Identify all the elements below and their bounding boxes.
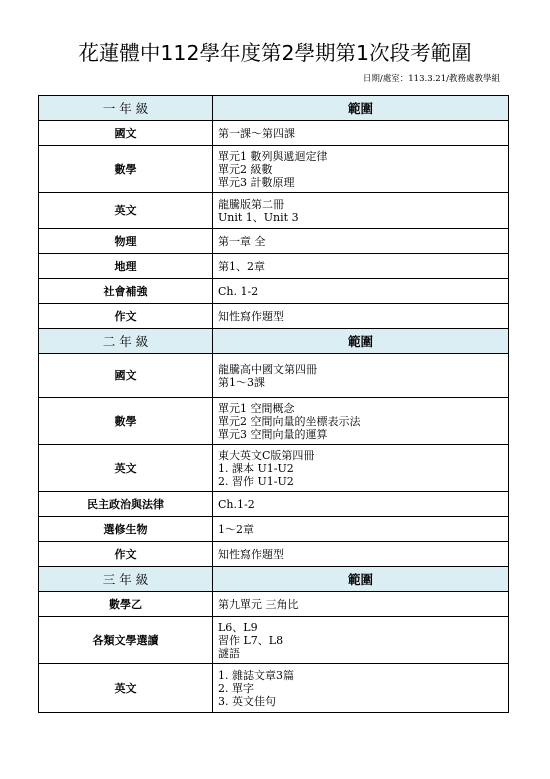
scope-line: 第一課～第四課: [218, 126, 295, 140]
table-row: [39, 304, 509, 329]
subject-cell: 數學乙: [39, 592, 213, 617]
grade-label: 三 年 級: [39, 567, 213, 592]
subject-cell: 國文: [39, 354, 213, 398]
subject-cell: 國文: [39, 121, 213, 146]
subject-cell: 數學: [39, 146, 213, 193]
scope-line: 知性寫作題型: [218, 547, 284, 561]
scope-line: 3. 英文佳句: [218, 694, 276, 708]
scope-line: L6、L9: [218, 620, 258, 634]
range-header: 範圍: [213, 329, 509, 354]
table-row: [39, 398, 509, 445]
subject-cell: 民主政治與法律: [39, 492, 213, 517]
table-row: [39, 146, 509, 193]
table-row: [39, 279, 509, 304]
scope-line: 2. 單字: [218, 681, 254, 695]
scope-line: 單元1 數列與遞迴定律: [218, 149, 328, 163]
subject-cell: 英文: [39, 445, 213, 492]
scope-line: 第一章 全: [218, 234, 266, 248]
scope-line: 單元1 空間概念: [218, 401, 295, 415]
table-row: [39, 592, 509, 617]
scope-line: 1. 課本 U1-U2: [218, 461, 294, 475]
range-header: 範圍: [213, 96, 509, 121]
scope-line: 單元3 計數原理: [218, 175, 295, 189]
scope-line: 單元2 級數: [218, 162, 273, 176]
scope-line: 東大英文C版第四冊: [218, 448, 315, 462]
range-header: 範圍: [213, 567, 509, 592]
subject-cell: 地理: [39, 254, 213, 279]
scope-cell: [213, 354, 509, 398]
scope-cell: [213, 304, 509, 329]
scope-line: Ch. 1-2: [218, 284, 259, 298]
scope-cell: [213, 254, 509, 279]
scope-line: 龍騰版第二冊: [218, 197, 284, 211]
subject-cell: 數學: [39, 398, 213, 445]
table-row: [39, 254, 509, 279]
page-title: 花蓮體中112學年度第2學期第1次段考範圍: [78, 41, 472, 65]
table-row: [39, 492, 509, 517]
table-row: [39, 121, 509, 146]
subject-cell: 作文: [39, 542, 213, 567]
grade-label: 二 年 級: [39, 329, 213, 354]
scope-cell: [213, 542, 509, 567]
scope-line: 龍騰高中國文第四冊: [218, 362, 317, 376]
subject-cell: 英文: [39, 193, 213, 229]
subject-cell: 物理: [39, 229, 213, 254]
table-row: [39, 354, 509, 398]
table-row: [39, 542, 509, 567]
scope-cell: [213, 279, 509, 304]
scope-cell: [213, 229, 509, 254]
scope-cell: [213, 146, 509, 193]
table-row: [39, 617, 509, 664]
scope-line: Unit 1、Unit 3: [218, 210, 299, 224]
table-row: [39, 229, 509, 254]
scope-cell: [213, 517, 509, 542]
subject-cell: 英文: [39, 664, 213, 713]
grade-label: 一 年 級: [39, 96, 213, 121]
scope-line: 2. 習作 U1-U2: [218, 474, 294, 488]
scope-cell: [213, 193, 509, 229]
grade-header-row: [39, 329, 509, 354]
scope-cell: [213, 445, 509, 492]
scope-line: 習作 L7、L8: [218, 633, 284, 647]
scope-cell: [213, 492, 509, 517]
table-row: [39, 445, 509, 492]
scope-cell: [213, 664, 509, 713]
subject-cell: 作文: [39, 304, 213, 329]
scope-cell: [213, 121, 509, 146]
date-office-note: 日期/處室：113.3.21/教務處教學組: [362, 74, 500, 84]
scope-cell: [213, 617, 509, 664]
scope-line: 單元3 空間向量的運算: [218, 427, 328, 441]
grade-header-row: [39, 567, 509, 592]
subject-cell: 各類文學選讀: [39, 617, 213, 664]
table-row: [39, 664, 509, 713]
scope-line: 第1、2章: [218, 259, 265, 273]
scope-line: 知性寫作題型: [218, 309, 284, 323]
subject-cell: 社會補強: [39, 279, 213, 304]
scope-line: 謎語: [218, 646, 240, 660]
scope-line: 第1～3課: [218, 375, 265, 389]
table-row: [39, 517, 509, 542]
scope-line: 單元2 空間向量的坐標表示法: [218, 414, 361, 428]
scope-line: 1. 雜誌文章3篇: [218, 668, 294, 682]
scope-line: 1～2章: [218, 522, 254, 536]
scope-cell: [213, 398, 509, 445]
scope-cell: [213, 592, 509, 617]
grade-header-row: [39, 96, 509, 121]
scope-line: 第九單元 三角比: [218, 597, 299, 611]
exam-scope-table: [38, 95, 509, 713]
scope-line: Ch.1-2: [218, 497, 255, 511]
table-row: [39, 193, 509, 229]
subject-cell: 選修生物: [39, 517, 213, 542]
